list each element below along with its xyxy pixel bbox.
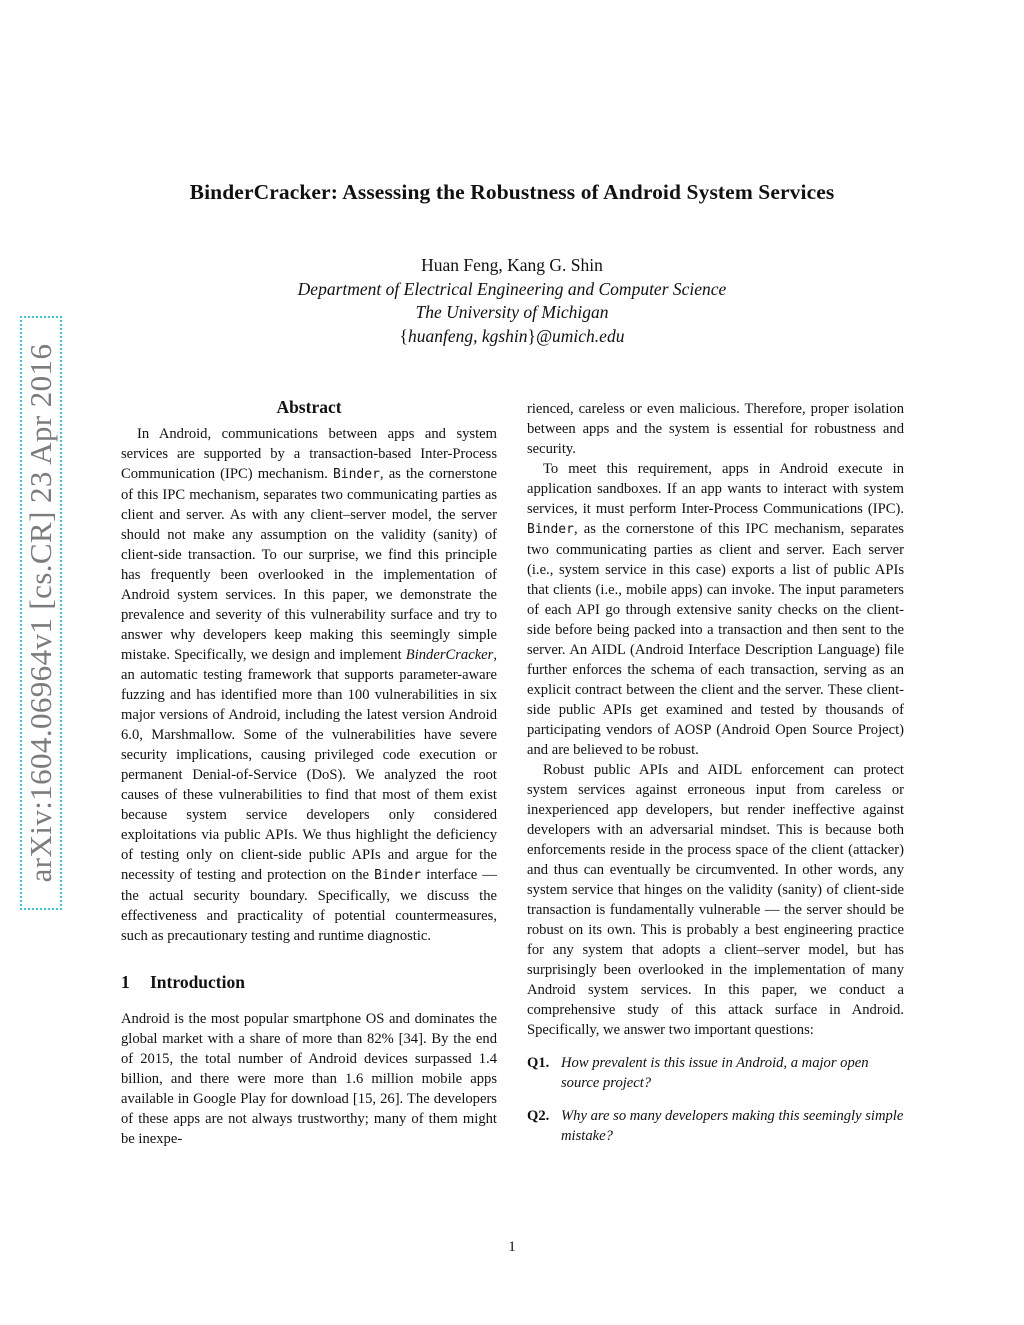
question-text: How prevalent is this issue in Android, a major open source project? <box>561 1055 869 1091</box>
question-q2 <box>527 1106 904 1146</box>
affiliation-university: The University of Michigan <box>415 302 609 322</box>
author-names: Huan Feng, Kang G. Shin <box>421 255 603 275</box>
email-names: huanfeng, kgshin <box>407 325 528 346</box>
page-number: 1 <box>508 1239 516 1255</box>
section-title: Introduction <box>150 972 245 992</box>
intro-paragraph-1-continued: rienced, careless or even malicious. Therefore, proper isolation between apps and the system is essential for robustness and security. <box>527 401 904 457</box>
section-number: 1 <box>121 972 130 992</box>
binder-code: Binder <box>527 522 574 537</box>
author-email <box>0 325 1024 349</box>
binder-code: Binder <box>374 868 422 883</box>
arxiv-stamp <box>20 316 62 910</box>
question-label: Q2. <box>527 1108 550 1124</box>
author-block <box>0 254 1024 348</box>
abstract-paragraph: In Android, communications between apps and system services are supported by a transaction-based Inter-Process Communication (IPC) mechanism. Binder, as the cornerstone of this IPC mechanism, separates two communicating parties as client and server. As with any client–server model, the server should not make any assumption on the validity (sanity) of client-side transaction. To our surprise, we find this principle has frequently been overlooked in the implementation of Android system services. In this paper, we demonstrate the prevalence and severity of this vulnerability surface and try to answer why developers keep making this seemingly simple mistake. Specifically, we design and implement BinderCracker, an automatic testing framework that supports parameter-aware fuzzing and has identified more than 100 vulnerabilities in six major versions of Android, including the latest version Android 6.0, Marshmallow. Some of the vulnerabilities have severe security implications, causing privileged code execution or permanent Denial-of-Service (DoS). We analyzed the root causes of these vulnerabilities to find that most of them exist because system service developers only considered exploitations via public APIs. We thus highlight the deficiency of testing only on client-side public APIs and argue for the necessity of testing and protection on the Binder interface — the actual security boundary. Specifically, we discuss the effectiveness and practicality of potential countermeasures, such as precautionary testing and runtime diagnostic. <box>121 426 498 944</box>
question-q1 <box>527 1053 904 1093</box>
intro-paragraph-1: Android is the most popular smartphone OS and dominates the global market with a share of more than 82% [34]. By the end of 2015, the total number of Android devices surpassed 1.4 billion, and there were more than 1.6 million mobile apps available in Google Play for download [15, 26]. The developers of these apps are not always trustworthy; many of them might be inexpe- <box>121 1011 497 1147</box>
question-label: Q1. <box>527 1055 550 1071</box>
intro-paragraph-3: Robust public APIs and AIDL enforcement can protect system services against erroneous input from careless or inexperienced app developers, but render ineffective against developers with an adversarial mindset. This is because both enforcements reside in the process space of the client (attacker) and thus can eventually be circumvented. In other words, any system service that hinges on the validity (sanity) of client-side transaction is fundamentally vulnerable — the server should be robust on its own. This is probably a best engineering practice for any system that adopts a client–server model, but has surprisingly been overlooked in the implementation of many Android system services. In this paper, we conduct a comprehensive study of this attack surface in Android. Specifically, we answer two important questions: <box>527 762 904 1038</box>
intro-paragraph-2: To meet this requirement, apps in Android execute in application sandboxes. If an app wants to interact with system services, it must perform Inter-Process Communications (IPC). Binder, as the cornerstone of this IPC mechanism, separates two communicating parties as client and server. Each server (i.e., system service in this case) exports a list of public APIs that clients (i.e., mobile apps) can invoke. The input parameters of each API go through extensive sanity checks on the client-side before being packed into a transaction and then sent to the server. An AIDL (Android Interface Description Language) file further enforces the schema of each transaction, serving as an explicit contract between the client and the server. These client-side public APIs get examined and tested by thousands of participating vendors of AOSP (Android Open Source Project) and are believed to be robust. <box>527 461 904 758</box>
email-domain: @umich.edu <box>535 325 625 346</box>
email-brace-open: { <box>399 325 408 346</box>
paper-title: BinderCracker: Assessing the Robustness of Android System Services <box>189 180 835 204</box>
section-heading-introduction <box>121 972 497 992</box>
right-column <box>527 399 904 1146</box>
binder-code: Binder <box>332 467 380 482</box>
question-text: Why are so many developers making this seemingly simple mistake? <box>561 1108 904 1144</box>
left-column <box>121 396 497 1149</box>
affiliation-department: Department of Electrical Engineering and Computer Science <box>297 278 727 299</box>
bindercracker-name: BinderCracker <box>405 647 494 663</box>
arxiv-stamp-text: arXiv:1604.06964v1 [cs.CR] 23 Apr 2016 <box>23 343 58 883</box>
email-brace-close: } <box>527 325 536 346</box>
abstract-heading: Abstract <box>276 397 342 417</box>
